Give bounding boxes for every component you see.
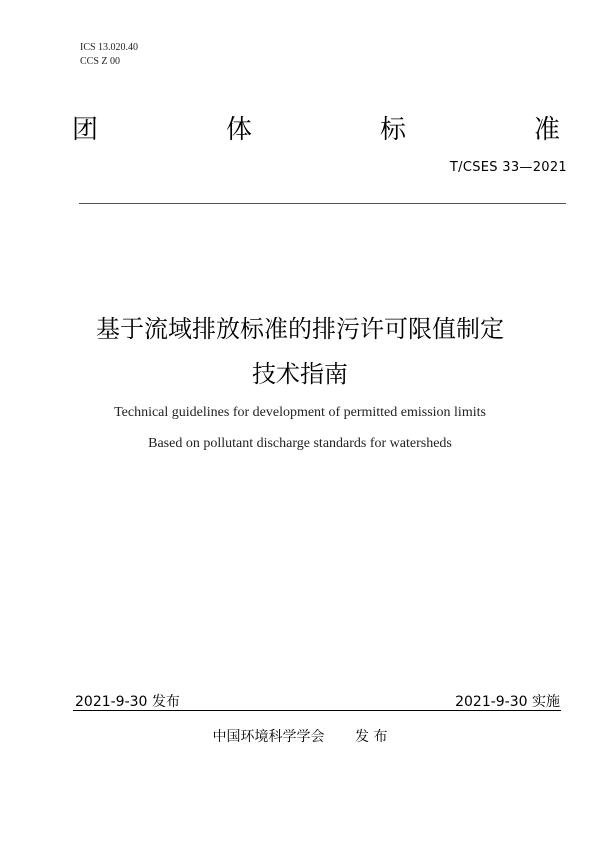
publisher-action: 发 布 bbox=[355, 729, 388, 745]
title-cn-line2: 技术指南 bbox=[252, 360, 348, 388]
publisher bbox=[0, 726, 600, 746]
title-en-line2: Based on pollutant discharge standards for watersheds bbox=[148, 436, 452, 451]
bottom-divider bbox=[73, 710, 561, 711]
standard-number: T/CSES 33—2021 bbox=[449, 160, 567, 175]
title-cn-line1: 基于流域排放标准的排污许可限值制定 bbox=[96, 315, 504, 343]
heading-char: 标 bbox=[379, 115, 406, 145]
heading-char: 准 bbox=[533, 115, 560, 145]
publisher-name: 中国环境科学学会 bbox=[212, 729, 325, 745]
heading-char: 体 bbox=[225, 115, 252, 145]
top-divider bbox=[79, 203, 566, 204]
implement-date: 2021-9-30 实施 bbox=[455, 694, 560, 710]
group-standard-heading bbox=[72, 112, 560, 148]
title-en-line1: Technical guidelines for development of permitted emission limits bbox=[114, 405, 486, 420]
ccs-code: CCS Z 00 bbox=[80, 56, 121, 67]
ics-code: ICS 13.020.40 bbox=[80, 42, 139, 53]
issue-date: 2021-9-30 发布 bbox=[75, 694, 180, 710]
classification-codes bbox=[80, 41, 138, 69]
heading-char: 团 bbox=[72, 115, 99, 145]
